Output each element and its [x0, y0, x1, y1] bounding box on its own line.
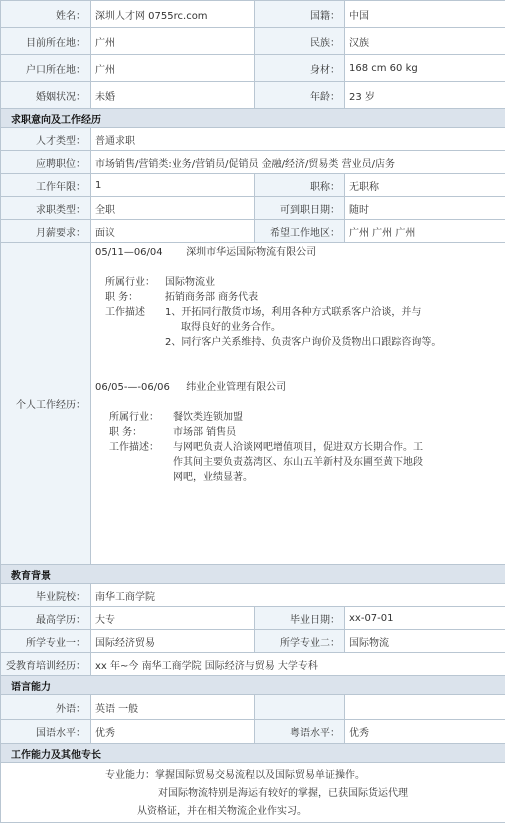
grad-label: 毕业日期： [255, 607, 345, 630]
name-label: 姓名： [1, 1, 91, 28]
training-value: xx 年~今 南华工商学院 国际经济与贸易 大学专科 [91, 653, 505, 676]
training-label: 受教育培训经历： [1, 653, 91, 676]
school-label: 毕业院校： [1, 584, 91, 607]
body-value: 168 cm 60 kg [345, 55, 505, 82]
section-title-education: 教育背景 [1, 565, 505, 584]
age-label: 年龄： [255, 82, 345, 109]
job2-post [95, 425, 501, 440]
row-name [1, 1, 505, 28]
job-type-label: 求职类型： [1, 197, 91, 220]
row-degree [1, 607, 505, 630]
section-language [1, 676, 505, 695]
salary-value: 面议 [91, 220, 255, 243]
skills-line-2: 对国际物流特别是海运有较好的掌握，已获国际货运代理 [158, 788, 408, 799]
major1-label: 所学专业一： [1, 630, 91, 653]
nationality-label: 国籍： [255, 1, 345, 28]
years-label: 工作年限： [1, 174, 91, 197]
row-position [1, 151, 505, 174]
grad-value: xx-07-01 [345, 607, 505, 630]
skills-line-1: 专业能力：掌握国际贸易交易流程以及国际贸易单证操作。 [105, 770, 365, 781]
section-intent [1, 109, 505, 128]
degree-value: 大专 [91, 607, 255, 630]
residence-label: 目前所在地： [1, 28, 91, 55]
hukou-label: 户口所在地： [1, 55, 91, 82]
row-dialect [1, 720, 505, 744]
section-title-language: 语言能力 [1, 676, 505, 695]
job1-date: 05/11—06/04 [95, 247, 163, 258]
work-history-content [91, 243, 505, 565]
row-skills [1, 763, 505, 823]
row-job-type [1, 197, 505, 220]
section-education [1, 565, 505, 584]
skills-line-3: 从资格证，并在相关物流企业作实习。 [137, 806, 307, 817]
major2-label: 所学专业二： [255, 630, 345, 653]
talent-type-label: 人才类型： [1, 128, 91, 151]
title-value: 无职称 [345, 174, 505, 197]
job1-header [95, 245, 501, 260]
major1-value: 国际经济贸易 [91, 630, 255, 653]
foreign-empty-value [345, 695, 505, 720]
mandarin-label: 国语水平： [1, 720, 91, 744]
job1-desc-text-1: 1、开拓同行散货市场，利用各种方式联系客户洽谈，并与 [165, 307, 422, 318]
job2-desc-label: 工作描述： [109, 442, 159, 453]
marital-value: 未婚 [91, 82, 255, 109]
row-foreign [1, 695, 505, 720]
start-label: 可到职日期： [255, 197, 345, 220]
job2-header [95, 380, 501, 395]
ethnicity-label: 民族： [255, 28, 345, 55]
job1-industry [95, 275, 501, 290]
cantonese-label: 粤语水平： [255, 720, 345, 744]
talent-type-value: 普通求职 [91, 128, 505, 151]
job2-industry-value: 餐饮类连锁加盟 [173, 412, 243, 423]
job1-industry-label: 所属行业： [105, 277, 155, 288]
mandarin-value: 优秀 [91, 720, 255, 744]
position-label: 应聘职位： [1, 151, 91, 174]
foreign-empty-label [255, 695, 345, 720]
job2-company: 纬业企业管理有限公司 [186, 382, 287, 393]
job2-post-label: 职 务： [109, 427, 143, 438]
job2-post-value: 市场部 销售员 [173, 427, 237, 438]
hukou-value: 广州 [91, 55, 255, 82]
row-salary [1, 220, 505, 243]
row-marital [1, 82, 505, 109]
job1-post-label: 职 务： [105, 292, 139, 303]
foreign-label: 外语： [1, 695, 91, 720]
foreign-value: 英语 一般 [91, 695, 255, 720]
job-type-value: 全职 [91, 197, 255, 220]
job2-industry [95, 410, 501, 425]
nationality-value: 中国 [345, 1, 505, 28]
marital-label: 婚姻状况： [1, 82, 91, 109]
name-value: 深圳人才网 0755rc.com [91, 1, 255, 28]
row-residence [1, 28, 505, 55]
job1-company: 深圳市华运国际物流有限公司 [186, 247, 317, 258]
job2-industry-label: 所属行业： [109, 412, 159, 423]
job2-date: 06/05-—-06/06 [95, 382, 170, 393]
job2-desc-1 [95, 440, 501, 455]
section-title-skills: 工作能力及其他专长 [1, 744, 505, 763]
job2-desc-2: 作其间主要负责荔湾区、东山五羊新村及东圃至黄下地段 [173, 457, 423, 468]
row-years [1, 174, 505, 197]
section-title-intent: 求职意向及工作经历 [1, 109, 505, 128]
section-skills [1, 744, 505, 763]
row-talent-type [1, 128, 505, 151]
job1-post-value: 拓销商务部 商务代表 [165, 292, 259, 303]
job1-post [95, 290, 501, 305]
major2-value: 国际物流 [345, 630, 505, 653]
job2-desc-3: 网吧，业绩显著。 [173, 472, 253, 483]
area-value: 广州 广州 广州 [345, 220, 505, 243]
residence-value: 广州 [91, 28, 255, 55]
skills-content [1, 763, 505, 823]
age-value: 23 岁 [345, 82, 505, 109]
job2-desc-text-1: 与网吧负责人洽谈网吧增值项目，促进双方长期合作。工 [173, 442, 423, 453]
row-work-history [1, 243, 505, 565]
row-training [1, 653, 505, 676]
work-history-label: 个人工作经历： [1, 243, 91, 565]
title-label: 职称： [255, 174, 345, 197]
degree-label: 最高学历： [1, 607, 91, 630]
ethnicity-value: 汉族 [345, 28, 505, 55]
school-value: 南华工商学院 [91, 584, 505, 607]
row-school [1, 584, 505, 607]
start-value: 随时 [345, 197, 505, 220]
job1-desc-1 [95, 305, 501, 320]
job1-desc-2: 取得良好的业务合作。 [181, 322, 281, 333]
job1-industry-value: 国际物流业 [165, 277, 215, 288]
row-hukou [1, 55, 505, 82]
job1-desc-3: 2、同行客户关系维持、负责客户询价及货物出口跟踪咨询等。 [165, 337, 442, 348]
area-label: 希望工作地区： [255, 220, 345, 243]
cantonese-value: 优秀 [345, 720, 505, 744]
body-label: 身材： [255, 55, 345, 82]
job1-desc-label: 工作描述 [105, 307, 145, 318]
position-value: 市场销售/营销类:业务/营销员/促销员 金融/经济/贸易类 营业员/店务 [91, 151, 505, 174]
salary-label: 月薪要求： [1, 220, 91, 243]
row-major [1, 630, 505, 653]
years-value: 1 [91, 174, 255, 197]
